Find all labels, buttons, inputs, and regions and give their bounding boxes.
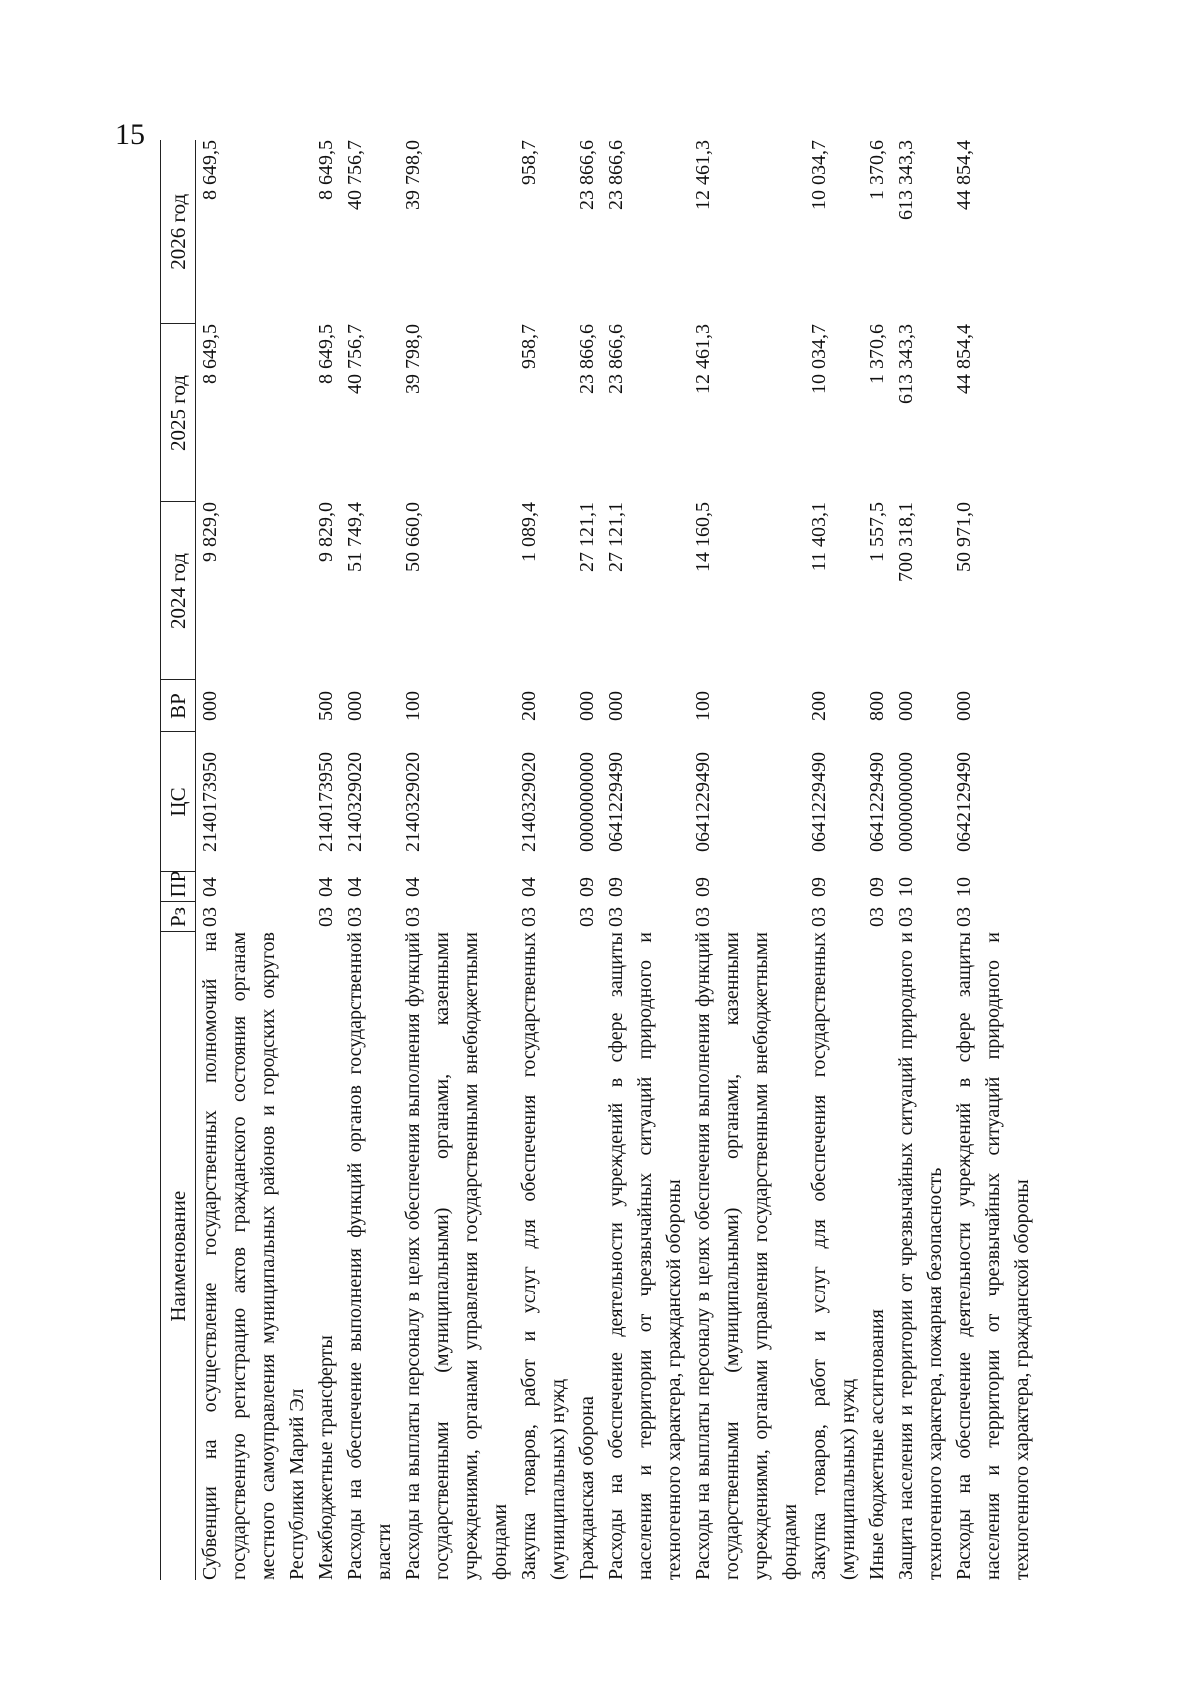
table-row	[602, 140, 689, 1580]
row-2025: 613 343,3	[895, 324, 917, 404]
table-row	[515, 140, 573, 1580]
row-pr: 09	[692, 877, 714, 897]
row-cs: 2140173950	[315, 752, 337, 852]
row-name: Закупка товаров, работ и услуг для обеспечения государственных (муниципальных) нужд	[808, 932, 859, 1580]
row-vr: 000	[953, 691, 975, 721]
row-name: Расходы на выплаты персоналу в целях обеспечения выполнения функций государственными (муниципальными) органами, казенными учреждениями, органами управления государственными внебюджетными фондами	[402, 932, 511, 1580]
table-row	[863, 140, 892, 1580]
row-cs: 2140329020	[344, 752, 366, 852]
row-2024: 1 089,4	[518, 502, 540, 562]
table-row	[892, 140, 950, 1580]
row-cs: 0000000000	[576, 752, 598, 852]
row-name: Закупка товаров, работ и услуг для обеспечения государственных (муниципальных) нужд	[518, 932, 569, 1580]
table-row	[312, 140, 341, 1580]
row-2026: 23 866,6	[605, 140, 627, 210]
row-name: Межбюджетные трансферты	[315, 1335, 337, 1580]
row-vr: 800	[866, 691, 888, 721]
row-name: Расходы на обеспечение выполнения функций органов государственной власти	[344, 932, 395, 1580]
row-2024: 1 557,5	[866, 502, 888, 562]
row-vr: 200	[808, 691, 830, 721]
header-cs: ЦС	[161, 732, 196, 872]
row-cs: 0641229490	[692, 752, 714, 852]
row-rz: 03	[402, 907, 424, 927]
row-rz: 03	[605, 907, 627, 927]
row-vr: 000	[605, 691, 627, 721]
row-2024: 27 121,1	[576, 502, 598, 572]
header-rz: Рз	[161, 902, 196, 932]
row-cs: 0000000000	[895, 752, 917, 852]
row-name: Расходы на выплаты персоналу в целях обеспечения выполнения функций государственными (муниципальными) органами, казенными учреждениями, органами управления государственными внебюджетными фондами	[692, 932, 801, 1580]
row-rz: 03	[576, 907, 598, 927]
row-cs: 0642129490	[953, 752, 975, 852]
row-2025: 958,7	[518, 324, 540, 369]
row-cs: 0641229490	[866, 752, 888, 852]
row-vr: 000	[199, 691, 221, 721]
row-pr: 04	[315, 877, 337, 897]
row-pr: 04	[518, 877, 540, 897]
table-row	[805, 140, 863, 1580]
row-pr: 09	[808, 877, 830, 897]
row-2026: 10 034,7	[808, 140, 830, 210]
row-2024: 27 121,1	[605, 502, 627, 572]
header-2024: 2024 год	[161, 502, 196, 680]
row-cs: 0641229490	[808, 752, 830, 852]
row-2024: 9 829,0	[315, 502, 337, 562]
row-2026: 613 343,3	[895, 140, 917, 220]
budget-table	[160, 140, 1037, 1580]
row-vr: 100	[402, 691, 424, 721]
row-name: Расходы на обеспечение деятельности учреждений в сфере защиты населения и территории от чрезвычайных ситуаций природного и техногенного характера, гражданской обороны	[605, 932, 685, 1580]
row-pr: 09	[866, 877, 888, 897]
table-header-row	[161, 140, 196, 1580]
table-row	[689, 140, 805, 1580]
row-pr: 04	[402, 877, 424, 897]
row-2025: 40 756,7	[344, 324, 366, 394]
row-pr: 09	[605, 877, 627, 897]
row-2026: 39 798,0	[402, 140, 424, 210]
row-cs: 2140173950	[199, 752, 221, 852]
row-2024: 11 403,1	[808, 502, 830, 572]
row-pr: 04	[344, 877, 366, 897]
row-2026: 8 649,5	[315, 140, 337, 200]
row-2024: 51 749,4	[344, 502, 366, 572]
row-name: Субвенции на осуществление государственных полномочий на государственную регистрацию актов гражданского состояния органам местного самоуправления муниципальных районов и городских округов Республики Марий Эл	[199, 932, 308, 1580]
row-2025: 1 370,6	[866, 324, 888, 384]
row-rz: 03	[953, 907, 975, 927]
page-number: 15	[115, 118, 145, 151]
row-2026: 44 854,4	[953, 140, 975, 210]
row-2024: 50 971,0	[953, 502, 975, 572]
header-2026: 2026 год	[161, 140, 196, 324]
row-rz: 03	[518, 907, 540, 927]
row-2026: 958,7	[518, 140, 540, 185]
row-rz: 03	[315, 907, 337, 927]
table-row	[196, 140, 313, 1580]
row-pr: 09	[576, 877, 598, 897]
row-cs: 0641229490	[605, 752, 627, 852]
table-row	[399, 140, 515, 1580]
row-vr: 000	[895, 691, 917, 721]
row-2024: 9 829,0	[199, 502, 221, 562]
row-2024: 50 660,0	[402, 502, 424, 572]
row-pr: 10	[953, 877, 975, 897]
row-2024: 14 160,5	[692, 502, 714, 572]
row-rz: 03	[895, 907, 917, 927]
table-row	[341, 140, 399, 1580]
row-pr: 10	[895, 877, 917, 897]
row-2025: 8 649,5	[199, 324, 221, 384]
row-vr: 200	[518, 691, 540, 721]
row-rz: 03	[344, 907, 366, 927]
row-vr: 000	[344, 691, 366, 721]
row-vr: 000	[576, 691, 598, 721]
row-name: Расходы на обеспечение деятельности учреждений в сфере защиты населения и территории от чрезвычайных ситуаций природного и техногенного характера, гражданской обороны	[953, 932, 1033, 1580]
header-2025: 2025 год	[161, 324, 196, 502]
row-rz: 03	[866, 907, 888, 927]
row-2025: 12 461,3	[692, 324, 714, 394]
row-2025: 23 866,6	[576, 324, 598, 394]
row-rz: 03	[199, 907, 221, 927]
row-2025: 44 854,4	[953, 324, 975, 394]
row-pr: 04	[199, 877, 221, 897]
row-2025: 10 034,7	[808, 324, 830, 394]
row-2026: 1 370,6	[866, 140, 888, 200]
row-vr: 100	[692, 691, 714, 721]
header-name: Наименование	[161, 932, 196, 1580]
row-2025: 8 649,5	[315, 324, 337, 384]
row-vr: 500	[315, 691, 337, 721]
row-name: Иные бюджетные ассигнования	[866, 1309, 888, 1580]
table-row	[573, 140, 602, 1580]
row-2025: 39 798,0	[402, 324, 424, 394]
header-pr: ПР	[161, 872, 196, 902]
row-rz: 03	[692, 907, 714, 927]
row-2026: 8 649,5	[199, 140, 221, 200]
row-name: Защита населения и территории от чрезвычайных ситуаций природного и техногенного характера, пожарная безопасность	[895, 932, 946, 1580]
row-name: Гражданская оборона	[576, 1396, 598, 1580]
row-2026: 40 756,7	[344, 140, 366, 210]
rotated-table-wrapper	[160, 140, 1033, 1580]
row-2025: 23 866,6	[605, 324, 627, 394]
row-cs: 2140329020	[402, 752, 424, 852]
row-2024: 700 318,1	[895, 502, 917, 582]
row-rz: 03	[808, 907, 830, 927]
row-2026: 23 866,6	[576, 140, 598, 210]
row-cs: 2140329020	[518, 752, 540, 852]
header-vr: ВР	[161, 680, 196, 732]
row-2026: 12 461,3	[692, 140, 714, 210]
table-row	[950, 140, 1037, 1580]
